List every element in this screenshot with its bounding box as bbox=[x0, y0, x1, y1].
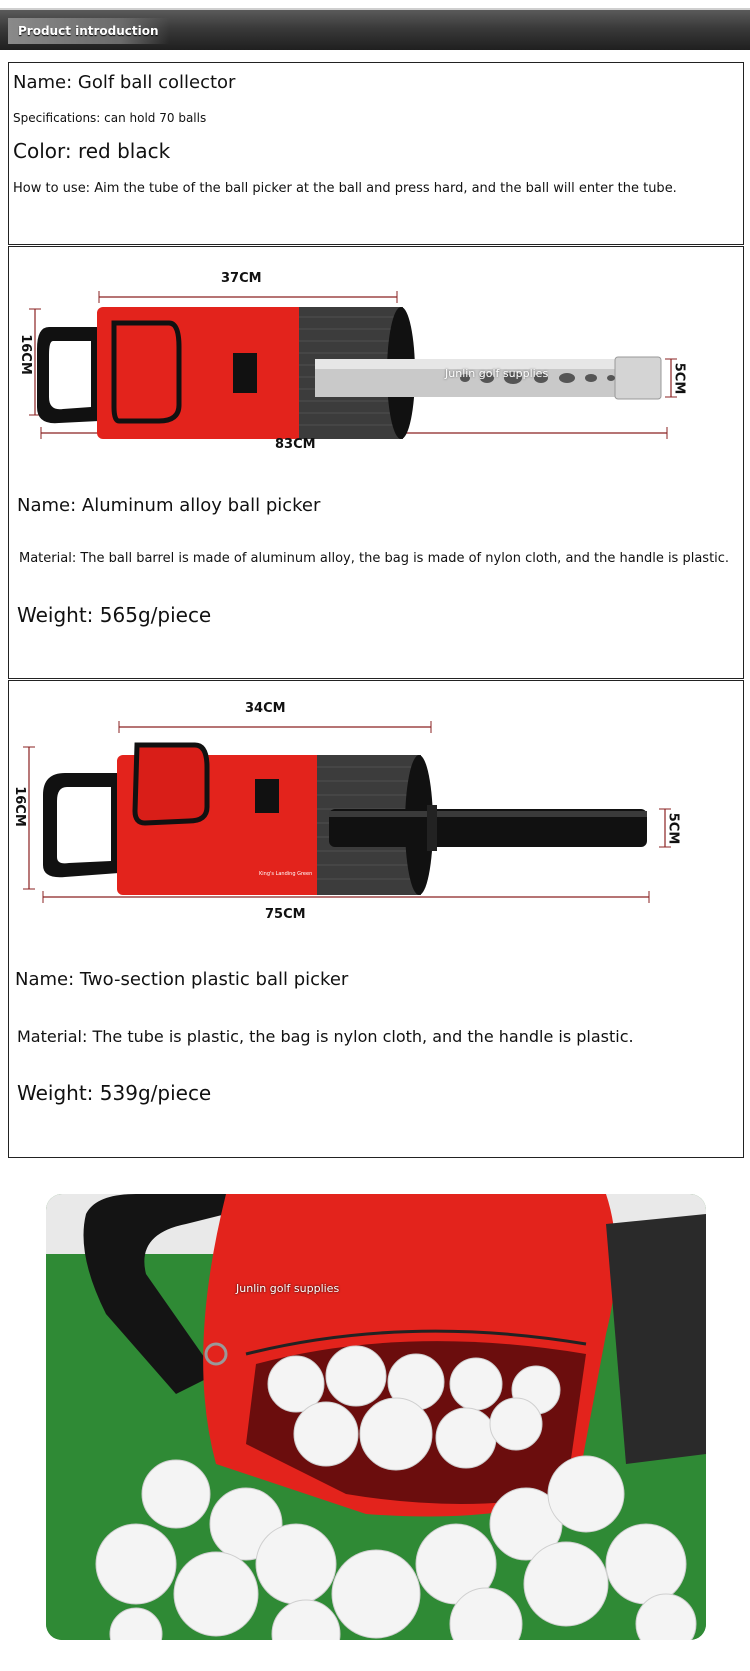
product-specs: Specifications: can hold 70 balls bbox=[13, 111, 207, 125]
product-introduction-tab: Product introduction bbox=[8, 18, 169, 44]
watermark: Junlin golf supplies bbox=[445, 367, 549, 380]
dimension-length-label: 75CM bbox=[265, 907, 306, 922]
product-name: Name: Two-section plastic ball picker bbox=[15, 969, 349, 990]
product-name: Name: Golf ball collector bbox=[13, 72, 236, 93]
plastic-picker-box bbox=[8, 680, 744, 1158]
product-usage: How to use: Aim the tube of the ball picker at the ball and press hard, and the ball will enter the tube. bbox=[13, 181, 677, 196]
aluminum-picker-box bbox=[8, 246, 744, 680]
product-photo bbox=[46, 1194, 706, 1640]
dimension-length-label: 83CM bbox=[275, 437, 316, 452]
product-weight: Weight: 565g/piece bbox=[17, 603, 212, 627]
aluminum-picker-illustration bbox=[19, 267, 709, 457]
product-name: Name: Aluminum alloy ball picker bbox=[17, 495, 321, 516]
dimension-height-label: 16CM bbox=[17, 334, 33, 375]
product-color: Color: red black bbox=[13, 139, 171, 163]
golf-balls-in-bag-image bbox=[46, 1194, 706, 1640]
bag-label: King's Landing Green bbox=[259, 871, 313, 877]
dimension-height-label: 16CM bbox=[11, 786, 27, 827]
product-material: Material: The tube is plastic, the bag is nylon cloth, and the handle is plastic. bbox=[17, 1027, 634, 1046]
dimension-width-label: 34CM bbox=[245, 701, 286, 716]
dimension-width-label: 37CM bbox=[221, 271, 262, 286]
product-weight: Weight: 539g/piece bbox=[17, 1081, 212, 1105]
plastic-picker-illustration bbox=[19, 697, 709, 907]
dimension-tube-label: 5CM bbox=[671, 362, 687, 395]
watermark: Junlin golf supplies bbox=[236, 1282, 340, 1295]
dimension-tube-label: 5CM bbox=[665, 812, 681, 845]
product-material: Material: The ball barrel is made of aluminum alloy, the bag is made of nylon cloth, and the handle is plastic. bbox=[19, 551, 730, 566]
product-info-box bbox=[8, 62, 744, 246]
